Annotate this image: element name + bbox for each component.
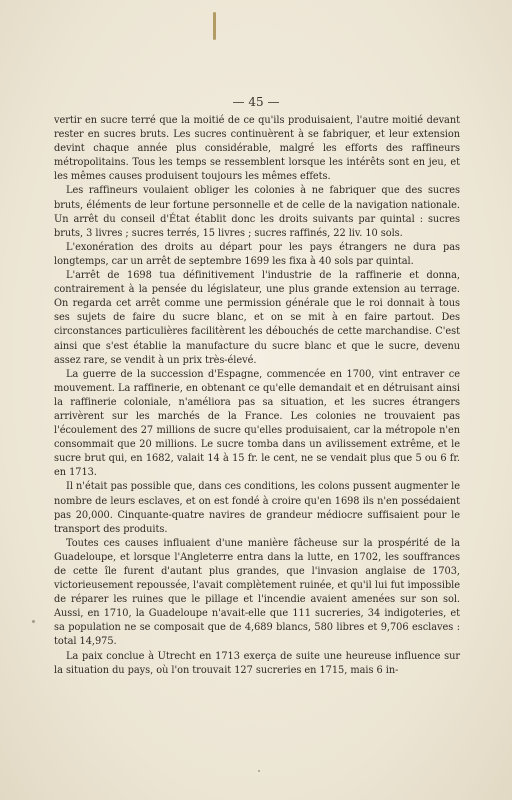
paragraph-5: La guerre de la succession d'Espagne, commencée en 1700, vint entraver ce mouvement. La raffinerie, en obtenant ce qu'elle demandait et en détruisant ainsi la raffinerie coloniale, n'améliora pas sa situation, et les sucres étrangers arrivèrent sur les marchés de la France. Les colonies ne trouvaient pas l'écoulement des 27 millions de sucre qu'elles produisaient, car la métropole n'en consommait que 20 millions. Le sucre tomba dans un avilissement extrême, et le sucre brut qui, en 1682, valait 14 à 15 fr. le cent, ne se vendait plus que 5 ou 6 fr. en 1713. [54, 368, 460, 479]
binding-thread-mark [213, 12, 216, 40]
paragraph-6: Il n'était pas possible que, dans ces conditions, les colons pussent augmenter le nombre de leurs esclaves, et on est fondé à croire qu'en 1698 ils n'en possédaient pas 20,000. Cinquante-quatre navires de grandeur médiocre suffisaient pour le transport des produits. [54, 481, 460, 535]
paragraph-3: L'exonération des droits au départ pour les pays étrangers ne dura pas longtemps, car un arrêt de septembre 1699 les fixa à 40 sols par quintal. [54, 241, 460, 267]
paragraph-8: La paix conclue à Utrecht en 1713 exerça de suite une heureuse influence sur la situation du pays, où l'on trouvait 127 sucreries en 1715, mais 6 in- [54, 650, 460, 676]
paper-speck [32, 620, 35, 623]
body-text [54, 114, 460, 678]
paragraph-4: L'arrêt de 1698 tua définitivement l'industrie de la raffinerie et donna, contrairement à la pensée du législateur, une plus grande extension au terrage. On regarda cet arrêt comme une permission générale que le roi donnait à tous ses sujets de faire du sucre blanc, et on se mit à en faire partout. Des circonstances particulières facilitèrent les débouchés de cette marchandise. C'est ainsi que s'est établie la manufacture du sucre blanc et que le sucre, devenu assez rare, se vendit à un prix très-élevé. [54, 270, 460, 366]
paragraph-7: Toutes ces causes influaient d'une manière fâcheuse sur la prospérité de la Guadeloupe, et lorsque l'Angleterre entra dans la lutte, en 1702, les souffrances de cette île furent d'autant plus grandes, que l'invasion anglaise de 1703, victorieusement repoussée, l'avait complètement ruinée, et qu'il lui fut impossible de réparer les ruines que le pillage et l'incendie avaient amenées sur son sol. Aussi, en 1710, la Guadeloupe n'avait-elle que 111 sucreries, 34 indigoteries, et sa population ne se composait que de 4,689 blancs, 580 libres et 9,706 esclaves : total 14,975. [54, 537, 460, 648]
paper-speck [258, 770, 260, 772]
paragraph-2: Les raffineurs voulaient obliger les colonies à ne fabriquer que des sucres bruts, éléments de leur fortune personnelle et de celle de la navigation nationale. Un arrêt du conseil d'État établit donc les droits suivants par quintal : sucres bruts, 3 livres ; sucres terrés, 15 livres ; sucres raffinés, 22 liv. 10 sols. [54, 185, 460, 239]
page-number: — 45 — [232, 95, 280, 109]
paragraph-1: vertir en sucre terré que la moitié de ce qu'ils produisaient, l'autre moitié devant rester en sucres bruts. Les sucres continuèrent à se fabriquer, et leur extension devint chaque année plus considérable, malgré les efforts des raffineurs métropolitains. Tous les temps se ressemblent lorsque les intérêts sont en jeu, et les mêmes causes produisent toujours les mêmes effets. [54, 115, 460, 183]
